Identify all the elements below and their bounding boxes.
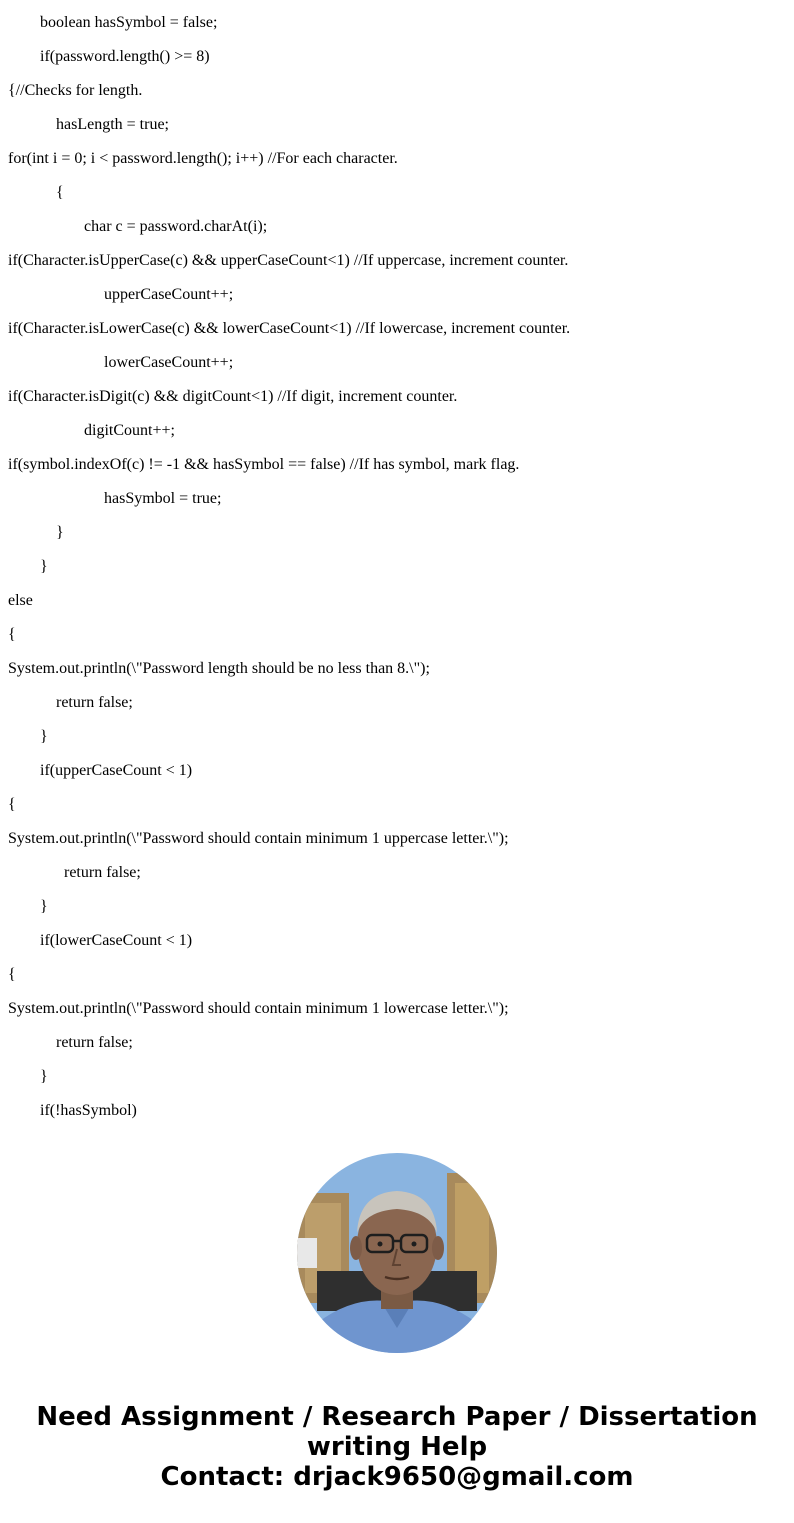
code-line: if(Character.isLowerCase(c) && lowerCaseCount<1) //If lowercase, increment counter. [8,320,571,337]
contact-email: Contact: drjack9650@gmail.com [160,1462,634,1492]
code-line: } [40,558,48,575]
code-line: if(lowerCaseCount < 1) [40,932,193,949]
code-line: return false; [56,694,133,711]
code-line: lowerCaseCount++; [104,354,234,371]
code-line: } [40,898,48,915]
code-line: System.out.println(\"Password length should be no less than 8.\"); [8,660,430,677]
code-line: } [56,524,64,541]
code-line: if(Character.isDigit(c) && digitCount<1) //If digit, increment counter. [8,388,458,405]
code-line: } [40,728,48,745]
code-line: hasSymbol = true; [104,490,222,507]
code-line: char c = password.charAt(i); [84,218,268,235]
code-line: digitCount++; [84,422,175,439]
code-line: System.out.println(\"Password should contain minimum 1 uppercase letter.\"); [8,830,509,847]
code-line: for(int i = 0; i < password.length(); i++) //For each character. [8,150,398,167]
code-line: hasLength = true; [56,116,169,133]
code-line: { [8,796,16,813]
person-portrait-icon [297,1153,497,1353]
footer-line-2: writing Help [306,1432,488,1462]
code-line: if(password.length() >= 8) [40,48,210,65]
code-line: { [8,626,16,643]
code-line: { [56,184,64,201]
code-line: System.out.println(\"Password should contain minimum 1 lowercase letter.\"); [8,1000,509,1017]
footer-line-1: Need Assignment / Research Paper / Dissertation [36,1402,758,1432]
code-line: return false; [56,1034,133,1051]
code-line: return false; [64,864,141,881]
code-line: else [8,592,33,609]
code-line: } [40,1068,48,1085]
contact-footer [0,1402,794,1492]
code-line: if(upperCaseCount < 1) [40,762,193,779]
code-line: { [8,966,16,983]
code-line: if(symbol.indexOf(c) != -1 && hasSymbol == false) //If has symbol, mark flag. [8,456,520,473]
code-line: if(Character.isUpperCase(c) && upperCaseCount<1) //If uppercase, increment counter. [8,252,569,269]
code-line: if(!hasSymbol) [40,1102,137,1119]
code-line: boolean hasSymbol = false; [40,14,218,31]
code-snippet [8,13,788,1135]
code-line: upperCaseCount++; [104,286,234,303]
author-avatar [297,1153,497,1353]
code-line: {//Checks for length. [8,82,143,99]
